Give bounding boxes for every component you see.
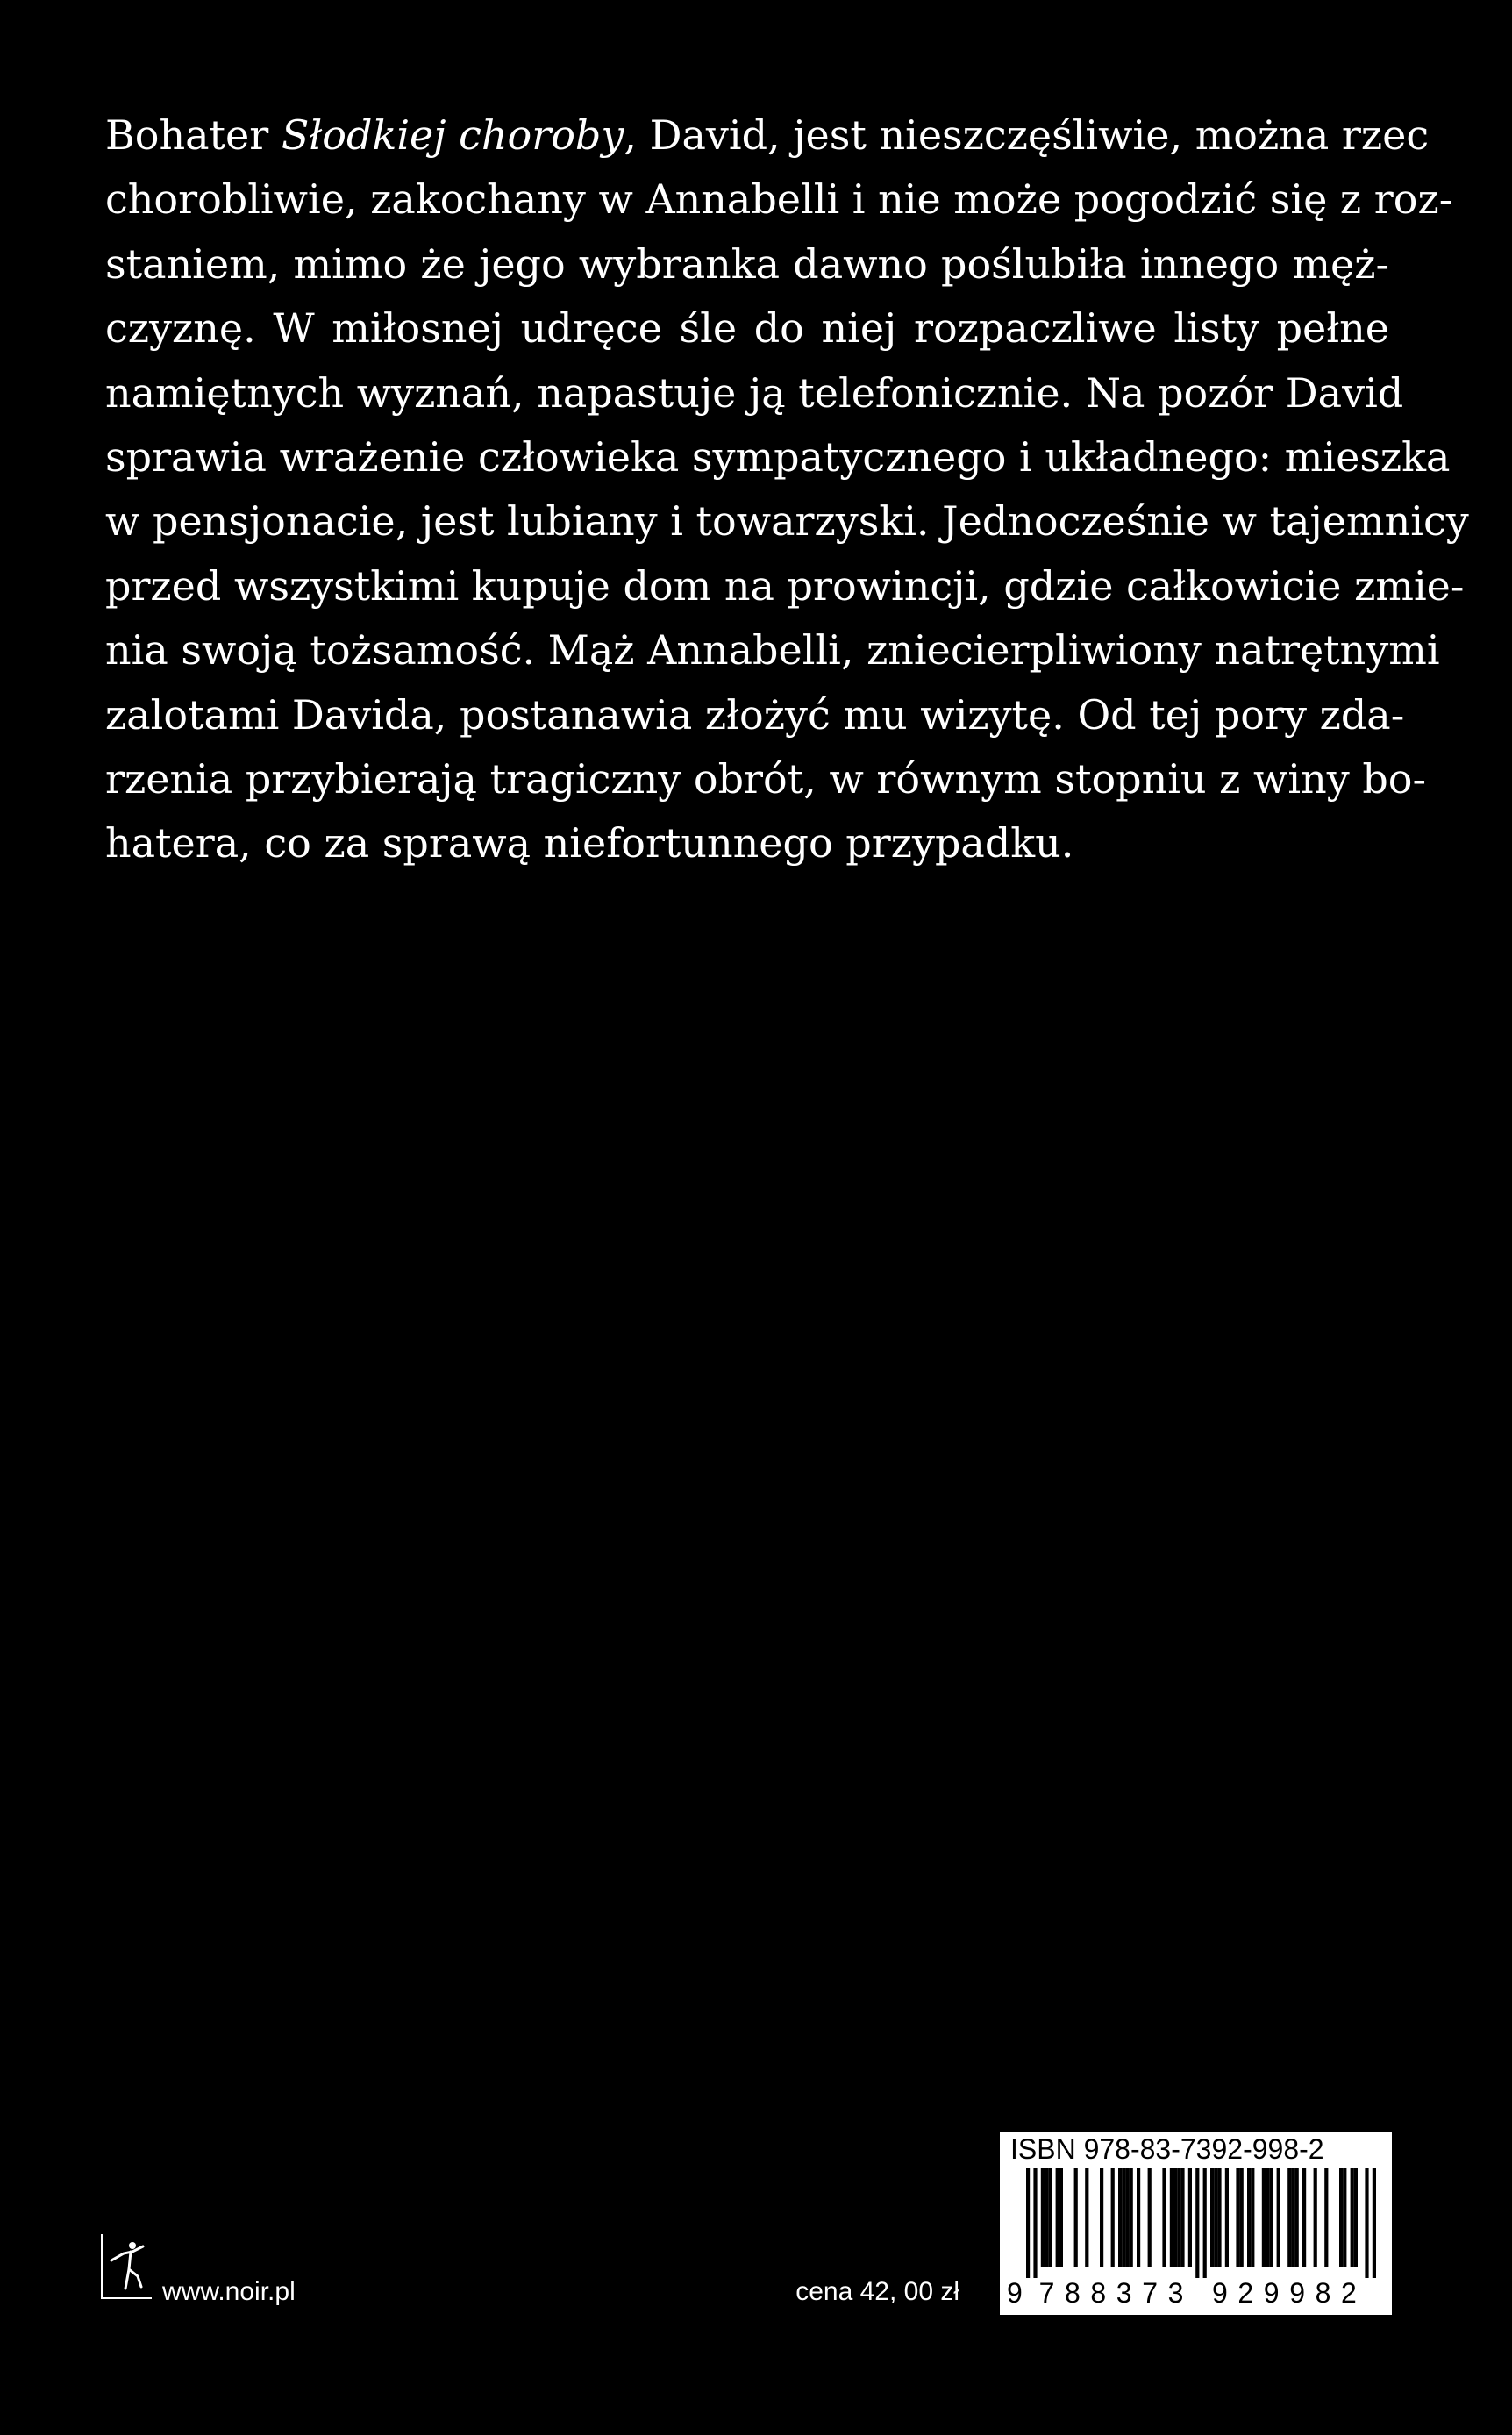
barcode-digit: 8: [1090, 2277, 1107, 2309]
blurb-line: chorobliwie, zakochany w Annabelli i nie może pogodzić się z roz-: [105, 175, 1453, 224]
barcode-bar: [1217, 2168, 1221, 2267]
publisher-website: www.noir.pl: [162, 2277, 296, 2306]
barcode-bar: [1314, 2168, 1317, 2267]
barcode-bar: [1214, 2168, 1217, 2267]
barcode-bar: [1125, 2168, 1129, 2267]
barcode-guard-bar: [1033, 2168, 1037, 2278]
barcode-bar: [1100, 2168, 1103, 2267]
barcode-bar: [1225, 2168, 1229, 2267]
barcode-bar: [1122, 2168, 1125, 2267]
barcode-bar: [1302, 2168, 1306, 2267]
barcode-digit: 8: [1065, 2277, 1081, 2309]
barcode-bar: [1324, 2168, 1328, 2267]
barcode-bar: [1118, 2168, 1122, 2267]
blurb-line: rzenia przybierają tragiczny obrót, w równym stopniu z winy bo-: [105, 754, 1427, 803]
price-label: cena 42, 00 zł: [795, 2277, 959, 2306]
barcode-bar: [1111, 2168, 1115, 2267]
barcode-digit: 9: [1007, 2277, 1023, 2309]
barcode-bar: [1177, 2168, 1180, 2267]
barcode-bar: [1188, 2168, 1192, 2267]
barcode-bar: [1056, 2168, 1059, 2267]
barcode-digit: 3: [1116, 2277, 1132, 2309]
barcode-bars: [1010, 2168, 1381, 2278]
barcode-bar: [1074, 2168, 1078, 2267]
blurb-line: staniem, mimo że jego wybranka dawno poślubiła innego męż-: [105, 239, 1389, 288]
barcode-bar: [1236, 2168, 1239, 2267]
barcode-bar: [1041, 2168, 1045, 2267]
isbn-label: ISBN 978-83-7392-998-2: [1010, 2133, 1324, 2165]
blurb-line: przed wszystkimi kupuje dom na prowincji, gdzie całkowicie zmie-: [105, 561, 1465, 610]
barcode-bar: [1339, 2168, 1343, 2267]
barcode-bar: [1266, 2168, 1269, 2267]
blurb-line: w pensjonacie, jest lubiany i towarzyski. Jednocześnie w tajemnicy: [105, 497, 1469, 546]
barcode-bar: [1085, 2168, 1088, 2267]
book-title-reference: Słodkiej choroby: [281, 111, 624, 159]
blurb-lead: Bohater: [105, 111, 282, 159]
barcode-guard-bar: [1195, 2168, 1199, 2278]
barcode-digit: 7: [1038, 2277, 1055, 2309]
barcode-bar: [1162, 2168, 1166, 2267]
barcode-guard-bar: [1026, 2168, 1030, 2278]
blurb-line: zalotami Davida, postanawia złożyć mu wizytę. Od tej pory zda-: [105, 690, 1405, 739]
blurb-line-last: hatera, co za sprawą niefortunnego przypadku.: [105, 819, 1074, 868]
barcode-bar: [1343, 2168, 1346, 2267]
barcode-digit: 2: [1237, 2277, 1254, 2309]
barcode-bar: [1180, 2168, 1184, 2267]
barcode-bar: [1351, 2168, 1354, 2267]
blurb-line-1-rest: , David, jest nieszczęśliwie, można rzec: [624, 111, 1430, 159]
blurb-line: nia swoją tożsamość. Mąż Annabelli, zniecierpliwiony natrętnymi: [105, 626, 1440, 675]
isbn-barcode: [1000, 2132, 1392, 2315]
barcode-digit: 9: [1263, 2277, 1280, 2309]
barcode-digit: 9: [1212, 2277, 1228, 2309]
barcode-bar: [1247, 2168, 1251, 2267]
barcode-guard-bar: [1365, 2168, 1368, 2278]
barcode-bar: [1148, 2168, 1152, 2267]
barcode-bar: [1291, 2168, 1294, 2267]
blurb-line: namiętnych wyznań, napastuje ją telefonicznie. Na pozór David: [105, 368, 1404, 417]
barcode-digit: 8: [1315, 2277, 1331, 2309]
barcode-bar: [1170, 2168, 1173, 2267]
barcode-bar: [1240, 2168, 1244, 2267]
barcode-guard-bar: [1203, 2168, 1207, 2278]
blurb-line: sprawia wrażenie człowieka sympatycznego i układnego: mieszka: [105, 432, 1451, 481]
barcode-bar: [1277, 2168, 1280, 2267]
barcode-bar: [1262, 2168, 1266, 2267]
barcode-bar: [1173, 2168, 1177, 2267]
blurb-line: czyznę. W miłosnej udręce śle do niej rozpaczliwe listy pełne: [105, 304, 1389, 353]
back-cover-blurb: [105, 104, 1469, 876]
barcode-bar: [1137, 2168, 1140, 2267]
barcode-bar: [1295, 2168, 1299, 2267]
barcode-digit: 7: [1142, 2277, 1158, 2309]
barcode-guard-bar: [1373, 2168, 1376, 2278]
barcode-bar: [1251, 2168, 1254, 2267]
barcode-digit: 3: [1167, 2277, 1184, 2309]
barcode-bar: [1059, 2168, 1063, 2267]
barcode-bar: [1210, 2168, 1214, 2267]
noir-dancer-logo-icon: [101, 2234, 152, 2299]
barcode-bar: [1130, 2168, 1133, 2267]
barcode-bar: [1354, 2168, 1358, 2267]
blurb-line-1: [105, 104, 1430, 168]
barcode-bar: [1048, 2168, 1052, 2267]
barcode-digit: 9: [1289, 2277, 1305, 2309]
barcode-bar: [1045, 2168, 1048, 2267]
barcode-digit: 2: [1341, 2277, 1357, 2309]
barcode-bar: [1287, 2168, 1291, 2267]
barcode-bar: [1269, 2168, 1273, 2267]
